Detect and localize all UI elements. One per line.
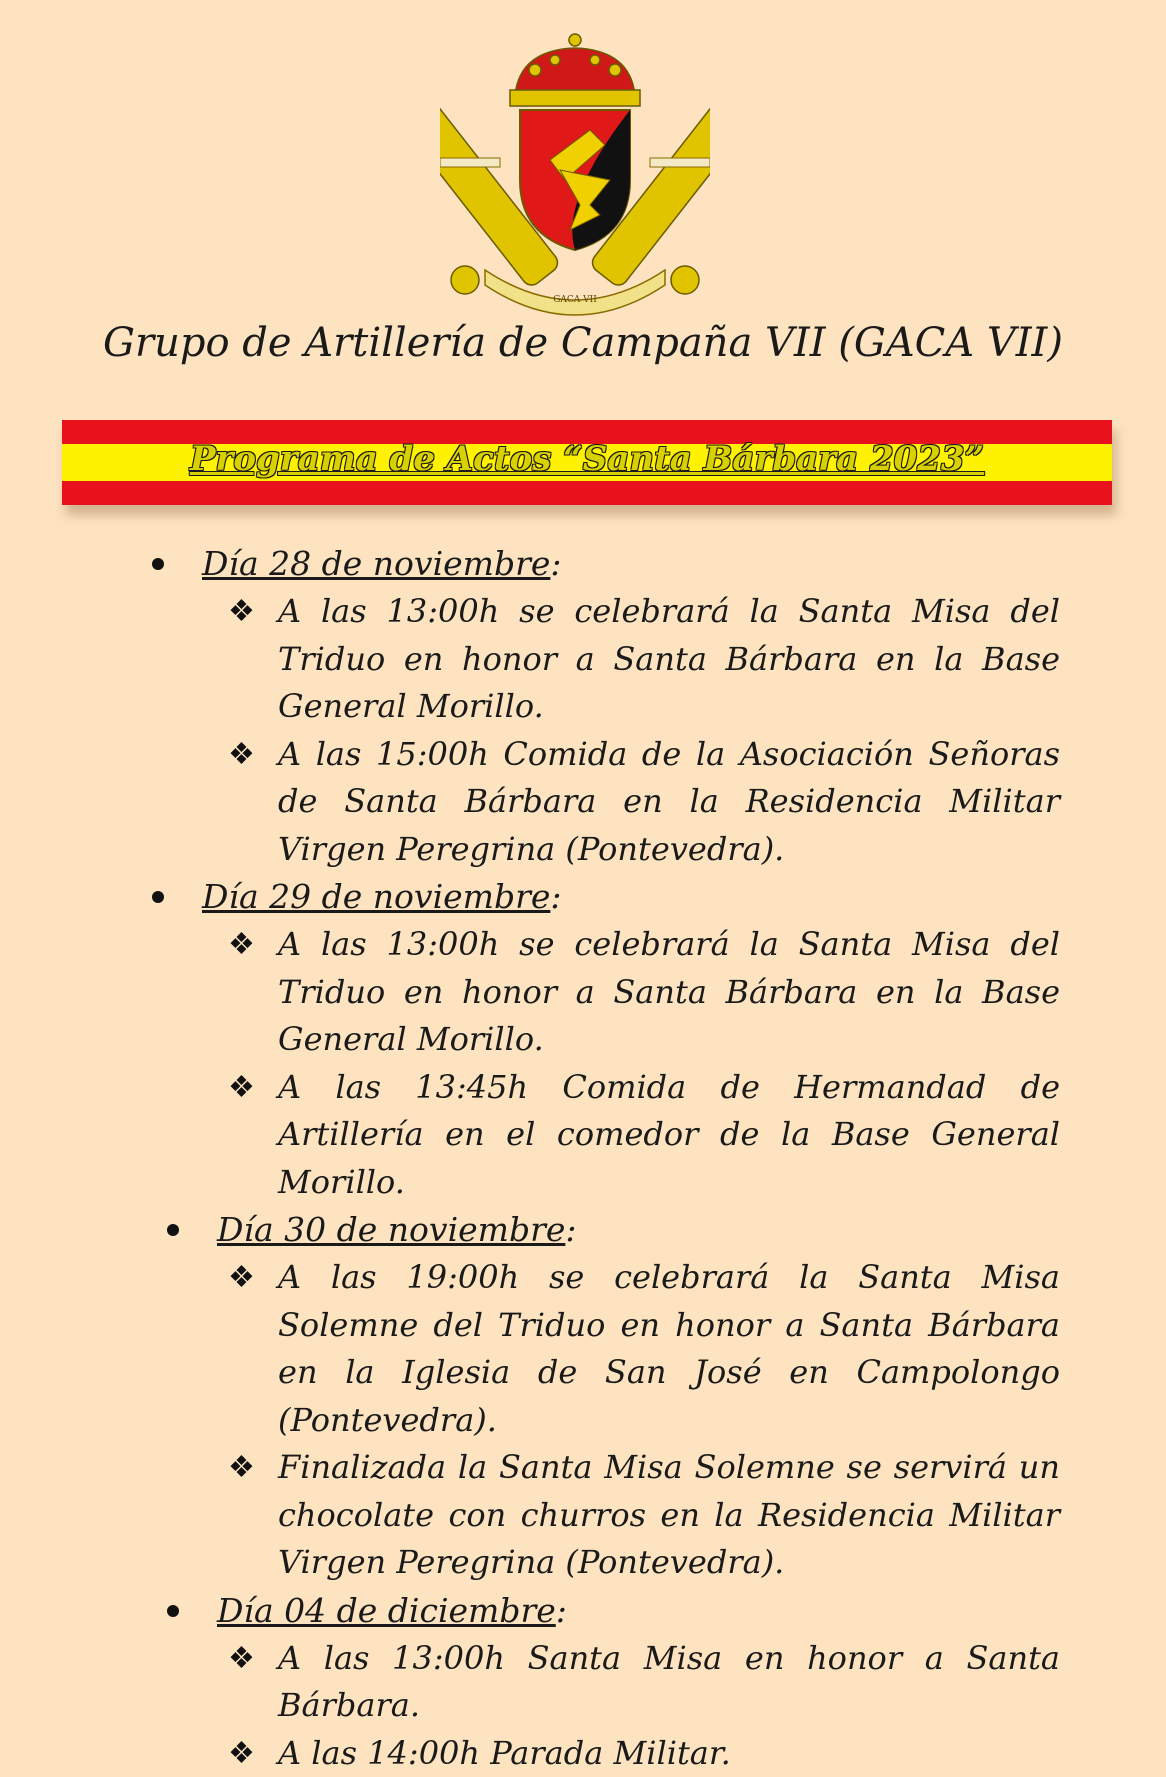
list-item: ❖ A las 13:00h Santa Misa en honor a Santa Bárbara. [228,1635,1060,1730]
day-heading [150,873,1166,921]
svg-text:GACA VII: GACA VII [553,295,597,305]
flag-red-stripe-bottom [62,481,1112,505]
coat-of-arms-emblem [440,30,710,320]
four-diamond-bullet-icon: ❖ [228,1254,262,1301]
bullet-icon [152,891,164,903]
bullet-icon [152,558,164,570]
day-label: Día 04 de diciembre: [217,1587,567,1635]
organization-title: Grupo de Artillería de Campaña VII (GACA VII) [0,320,1166,366]
list-item: ❖ A las 13:00h se celebrará la Santa Misa del Triduo en honor a Santa Bárbara en la Base General Morillo. [228,588,1060,731]
four-diamond-bullet-icon: ❖ [228,731,262,778]
four-diamond-bullet-icon: ❖ [228,1635,262,1682]
bullet-icon [167,1224,179,1236]
four-diamond-bullet-icon: ❖ [228,1444,262,1491]
list-item: ❖ A las 13:45h Comida de Hermandad de Artillería en el comedor de la Base General Morillo. [228,1064,1060,1207]
four-diamond-bullet-icon: ❖ [228,588,262,635]
day-heading [150,540,1166,588]
list-item: ❖ A las 19:00h se celebrará la Santa Misa Solemne del Triduo en honor a Santa Bárbara en la Iglesia de San José en Campolongo (Pontevedra). [228,1254,1060,1444]
day-heading [165,1206,1166,1254]
day-label: Día 29 de noviembre: [202,873,562,921]
list-item: ❖ A las 13:00h se celebrará la Santa Misa del Triduo en honor a Santa Bárbara en la Base General Morillo. [228,921,1060,1064]
list-item: ❖ Finalizada la Santa Misa Solemne se servirá un chocolate con churros en la Residencia Militar Virgen Peregrina (Pontevedra). [228,1444,1060,1587]
bullet-icon [167,1605,179,1617]
day-label: Día 28 de noviembre: [202,540,562,588]
four-diamond-bullet-icon: ❖ [228,1730,262,1777]
program-title: Programa de Actos “Santa Bárbara 2023” [62,439,1112,479]
day-heading [165,1587,1166,1635]
list-item: ❖ A las 14:00h Parada Militar. [228,1730,1060,1777]
four-diamond-bullet-icon: ❖ [228,921,262,968]
program-list [0,540,1166,1777]
list-item: ❖ A las 15:00h Comida de la Asociación Señoras de Santa Bárbara en la Residencia Militar Virgen Peregrina (Pontevedra). [228,731,1060,874]
day-label: Día 30 de noviembre: [217,1206,577,1254]
four-diamond-bullet-icon: ❖ [228,1064,262,1111]
spanish-flag-banner [62,420,1112,505]
